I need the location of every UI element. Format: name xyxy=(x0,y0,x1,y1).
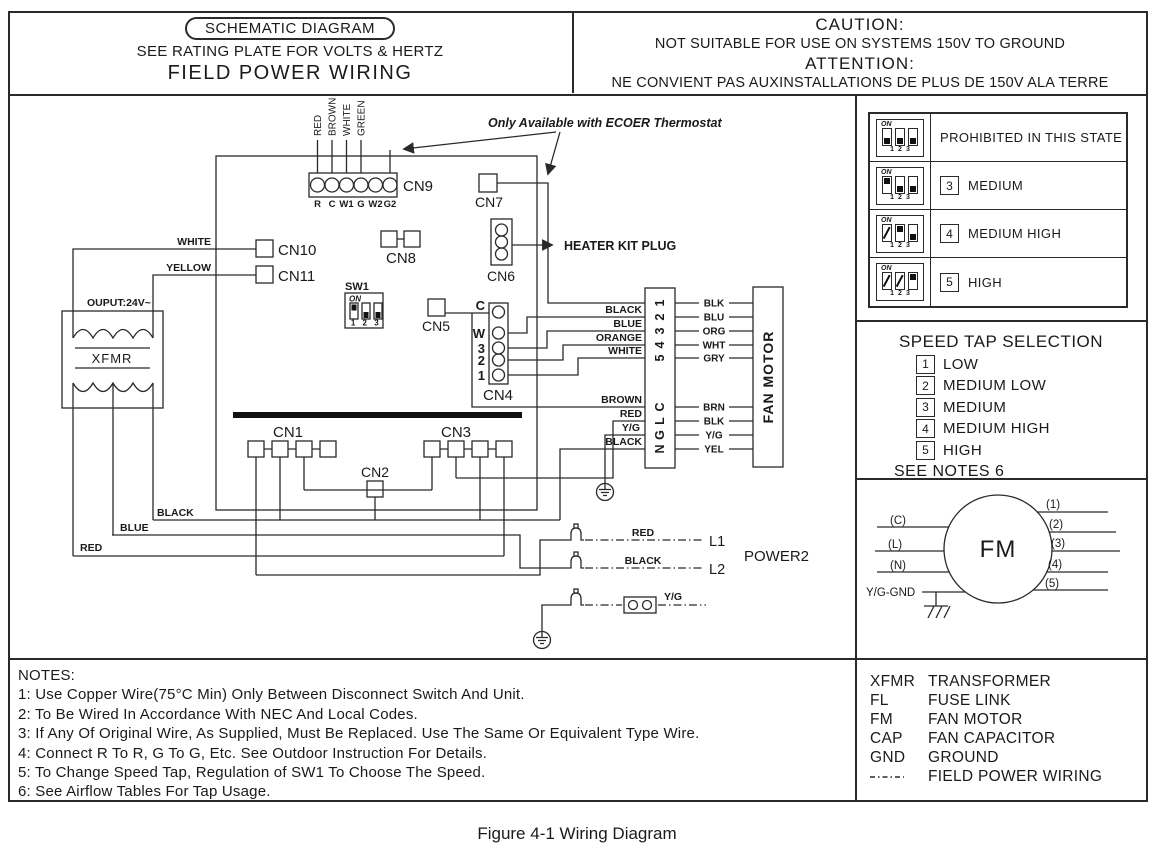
l1-label: L1 xyxy=(709,534,726,550)
dip-icon-cell xyxy=(870,114,930,162)
speed-tap-selection xyxy=(856,324,1146,481)
speed-number-box: 2 xyxy=(916,376,935,395)
l2-label: L2 xyxy=(709,562,726,578)
wire-label: ORANGE xyxy=(595,332,642,344)
cn4-pin-label: 1 xyxy=(477,368,485,383)
speed-number-box: 3 xyxy=(940,176,959,195)
fan-motor-label: FAN MOTOR xyxy=(760,330,776,424)
wire-label: BLACK xyxy=(605,304,642,316)
dip-on-label: ON xyxy=(881,265,892,272)
attention-text: NE CONVIENT PAS AUXINSTALLATIONS DE PLUS DE 150V ALA TERRE xyxy=(611,75,1109,91)
cn4-pin-label: 2 xyxy=(477,353,485,368)
dip-row-description xyxy=(930,210,1126,258)
wire-label: WHITE xyxy=(608,345,642,357)
dip-slot xyxy=(895,224,905,242)
sw1-scale: 1 2 3 xyxy=(350,318,382,328)
heater-kit-plug-label: HEATER KIT PLUG xyxy=(564,239,677,253)
dip-on-label: ON xyxy=(881,168,892,176)
cn10-connector xyxy=(256,240,273,257)
fm-terminal-label: (N) xyxy=(890,560,906,572)
wire-label: BLK xyxy=(703,298,725,310)
white-wire-label: WHITE xyxy=(177,236,211,248)
note-item: 1: Use Copper Wire(75°C Min) Only Between Disconnect Switch And Unit. xyxy=(18,686,525,704)
speed-tap-item xyxy=(916,355,1146,374)
cn9-pin-label: G xyxy=(357,199,365,210)
speed-number-box: 5 xyxy=(916,441,935,460)
wire-label: WHT xyxy=(702,340,726,352)
cn2-connector xyxy=(367,481,383,497)
ecoer-arrow-down xyxy=(548,132,560,174)
dip-row-description xyxy=(930,258,1126,306)
cn9-wire-label: GREEN xyxy=(356,100,368,136)
speed-number-box: 3 xyxy=(916,398,935,417)
sw1-label: SW1 xyxy=(345,281,369,293)
wire-label: BROWN xyxy=(601,394,642,406)
cn5-connector xyxy=(428,299,445,316)
wiring-schematic xyxy=(9,95,855,658)
header-left xyxy=(10,13,570,93)
cn3-connector xyxy=(424,441,440,457)
fm-terminal-label: (L) xyxy=(888,539,903,551)
speed-tap-label: HIGH xyxy=(943,441,983,459)
dip-on-label: ON xyxy=(881,216,892,224)
dip-icon-cell xyxy=(870,162,930,210)
wire-label: BLK xyxy=(703,416,725,428)
fan-pin-label: 3 xyxy=(653,327,667,335)
notes-title: NOTES: xyxy=(18,667,76,684)
dip-switch-icon xyxy=(876,263,924,301)
cn4-connector xyxy=(489,303,508,384)
rating-plate-note: SEE RATING PLATE FOR VOLTS & HERTZ xyxy=(136,43,444,60)
speed-number-box: 1 xyxy=(916,355,935,374)
red-wire-label: RED xyxy=(80,542,103,554)
wire-label: BLACK xyxy=(605,436,642,448)
figure-caption: Figure 4-1 Wiring Diagram xyxy=(477,824,677,843)
fm-tap-label: (5) xyxy=(1045,578,1060,590)
blue-wire-label: BLUE xyxy=(120,522,149,534)
legend xyxy=(856,660,1146,786)
legend-row xyxy=(870,748,1146,767)
ecoer-note: Only Available with ECOER Thermostat xyxy=(488,116,722,130)
cn9-pin-label: C xyxy=(328,199,336,210)
power2-label: POWER2 xyxy=(744,548,810,565)
legend-desc: TRANSFORMER xyxy=(928,672,1051,690)
legend-abbr: XFMR xyxy=(870,672,916,690)
cn7-connector xyxy=(479,174,497,192)
dip-slot xyxy=(895,272,905,290)
fm-label: FM xyxy=(979,536,1017,563)
dip-row-label: PROHIBITED IN THIS STATE xyxy=(940,130,1123,145)
l1-wire-color: RED xyxy=(631,527,655,539)
sw1-on-label: ON xyxy=(349,294,361,304)
wire-label: BRN xyxy=(703,402,725,414)
terminal-bar xyxy=(233,412,522,418)
cn4-pin-label: W xyxy=(472,326,485,341)
note-item: 3: If Any Of Original Wire, As Supplied, Must Be Replaced. Use The Same Or Equivalent Type Wire. xyxy=(18,725,700,743)
sidebar-section-divider-1 xyxy=(855,320,1146,322)
legend-row xyxy=(870,767,1146,786)
wire-label: BLUE xyxy=(613,318,642,330)
speed-number-box: 4 xyxy=(916,419,935,438)
fan-pin-label: 4 xyxy=(653,341,667,349)
yellow-wire-label: YELLOW xyxy=(166,262,211,274)
legend-row xyxy=(870,710,1146,729)
wire-label: Y/G xyxy=(705,430,723,442)
dip-switch-icon xyxy=(876,167,924,205)
legend-abbr: GND xyxy=(870,748,906,766)
cn1-label: CN1 xyxy=(272,424,304,441)
dip-row-label: MEDIUM xyxy=(968,178,1024,193)
cn9-label: CN9 xyxy=(403,178,434,195)
cn9-pin-label: W1 xyxy=(339,199,354,210)
dip-row-description xyxy=(930,162,1126,210)
dip-slot xyxy=(895,176,905,194)
speed-tap-item xyxy=(916,376,1146,395)
fm-motor-diagram xyxy=(856,478,1146,658)
fm-ground-symbol xyxy=(928,606,950,618)
xfmr-label: XFMR xyxy=(91,351,133,366)
fan-terminal-label: N xyxy=(653,444,667,454)
black-wire-label: BLACK xyxy=(157,507,194,519)
fm-tap-label: (4) xyxy=(1048,559,1063,571)
dip-switch-table xyxy=(868,112,1128,308)
dip-icon-cell xyxy=(870,258,930,306)
cn11-label: CN11 xyxy=(278,268,316,285)
cn3-label: CN3 xyxy=(440,424,472,441)
legend-desc: FAN CAPACITOR xyxy=(928,729,1056,747)
cn9-pin-label: W2 xyxy=(368,199,383,210)
dip-scale-label: 123 xyxy=(890,145,914,153)
dip-scale-label: 123 xyxy=(890,193,914,201)
cn6-label: CN6 xyxy=(486,268,516,284)
cn9-wire-label: RED xyxy=(313,114,324,136)
speed-tap-label: LOW xyxy=(943,355,979,373)
cn2-label: CN2 xyxy=(360,464,390,480)
cn9-wire-label: WHITE xyxy=(342,103,353,136)
attention-label: ATTENTION: xyxy=(805,54,915,73)
fan-pin-label: 5 xyxy=(653,354,667,362)
wire-label: GRY xyxy=(703,353,725,365)
dip-slot xyxy=(895,128,905,146)
dip-row-label: MEDIUM HIGH xyxy=(968,226,1062,241)
dip-scale-label: 123 xyxy=(890,290,914,297)
legend-desc: FAN MOTOR xyxy=(928,710,1023,728)
note-item: 4: Connect R To R, G To G, Etc. See Outdoor Instruction For Details. xyxy=(18,744,488,762)
fm-terminal-label: (C) xyxy=(890,515,906,527)
dip-slot xyxy=(908,128,918,146)
page-title: FIELD POWER WIRING xyxy=(167,62,413,84)
l2-wire-color: BLACK xyxy=(624,555,662,567)
notes-section xyxy=(10,660,850,802)
wiring-lines xyxy=(62,132,783,649)
fm-tap-label: (3) xyxy=(1051,538,1066,550)
dip-row-label: HIGH xyxy=(968,274,1003,290)
speed-tap-title: SPEED TAP SELECTION xyxy=(898,332,1104,351)
fan-terminal-label: L xyxy=(653,417,667,425)
dip-slot xyxy=(882,176,892,194)
schematic-diagram-badge: SCHEMATIC DIAGRAM xyxy=(185,17,395,40)
caution-text: NOT SUITABLE FOR USE ON SYSTEMS 150V TO GROUND xyxy=(654,36,1066,52)
dip-slot xyxy=(908,224,918,242)
note-item: 5: To Change Speed Tap, Regulation of SW1 To Choose The Speed. xyxy=(18,764,486,782)
cn8-connector xyxy=(381,231,397,247)
cn6-connector xyxy=(491,219,512,265)
speed-tap-item xyxy=(916,419,1146,438)
speed-tap-label: MEDIUM LOW xyxy=(943,377,1047,394)
xfmr-output-label: OUPUT:24V~ xyxy=(87,297,151,309)
note-item: 6: See Airflow Tables For Tap Usage. xyxy=(18,783,271,801)
fm-tap-label: (2) xyxy=(1049,519,1064,531)
legend-desc: FIELD POWER WIRING xyxy=(928,767,1103,785)
dip-slot xyxy=(908,176,918,194)
speed-number-box: 5 xyxy=(940,273,959,292)
ecoer-arrow-left xyxy=(404,132,556,149)
fm-gnd-label: Y/G-GND xyxy=(866,587,916,599)
legend-desc: GROUND xyxy=(928,748,999,766)
legend-row xyxy=(870,691,1146,710)
cn9-pin-label: R xyxy=(314,199,321,210)
caution-label: CAUTION: xyxy=(815,15,905,34)
dip-slot xyxy=(908,272,918,290)
fan-terminal-label: C xyxy=(653,402,667,412)
legend-abbr: FM xyxy=(870,710,893,728)
dip-scale-label: 123 xyxy=(890,241,914,249)
cn10-label: CN10 xyxy=(278,242,317,259)
wire-label: BLU xyxy=(703,312,725,324)
speed-tap-label: MEDIUM HIGH xyxy=(943,420,1050,437)
cn1-connector xyxy=(248,441,264,457)
dip-slot xyxy=(882,224,892,242)
cn4-pin-label: C xyxy=(475,298,485,313)
speed-number-box: 4 xyxy=(940,224,959,243)
header-right xyxy=(572,13,1146,93)
cn5-label: CN5 xyxy=(421,318,451,334)
speed-tap-label: MEDIUM xyxy=(943,398,1007,416)
speed-tap-item xyxy=(916,398,1146,417)
speed-tap-item xyxy=(916,441,1146,460)
field-power-wiring-dash-icon xyxy=(870,768,928,786)
wire-label: RED xyxy=(619,408,642,420)
dip-icon-cell xyxy=(870,210,930,258)
cn11-connector xyxy=(256,266,273,283)
fm-tap-label: (1) xyxy=(1046,499,1061,511)
fan-terminal-label: G xyxy=(653,430,667,440)
dip-row-description xyxy=(930,114,1126,162)
legend-row xyxy=(870,672,1146,691)
yg-wire-color: Y/G xyxy=(664,591,683,603)
note-item: 2: To Be Wired In Accordance With NEC And Local Codes. xyxy=(18,705,418,723)
legend-abbr: FL xyxy=(870,691,889,709)
wire-label: Y/G xyxy=(621,422,640,434)
cn9-wire-label: BROWN xyxy=(327,97,339,136)
legend-desc: FUSE LINK xyxy=(928,691,1011,709)
dip-switch-icon xyxy=(876,215,924,253)
fan-pin-label: 1 xyxy=(653,299,667,307)
speed-tap-footer: SEE NOTES 6 xyxy=(894,462,1005,480)
legend-abbr: CAP xyxy=(870,729,903,747)
wire-label: ORG xyxy=(702,326,726,338)
cn4-pin-label: 3 xyxy=(477,341,485,356)
cn8-label: CN8 xyxy=(385,250,417,267)
wire-label: YEL xyxy=(704,444,724,456)
cn9-pin-label: G2 xyxy=(383,199,397,210)
legend-row xyxy=(870,729,1146,748)
dip-on-label: ON xyxy=(881,120,892,128)
cn4-label: CN4 xyxy=(482,387,514,404)
dip-switch-icon xyxy=(876,119,924,157)
fan-pin-label: 2 xyxy=(653,313,667,321)
cn7-label: CN7 xyxy=(474,194,504,210)
dip-slot xyxy=(882,128,892,146)
dip-slot xyxy=(882,272,892,290)
